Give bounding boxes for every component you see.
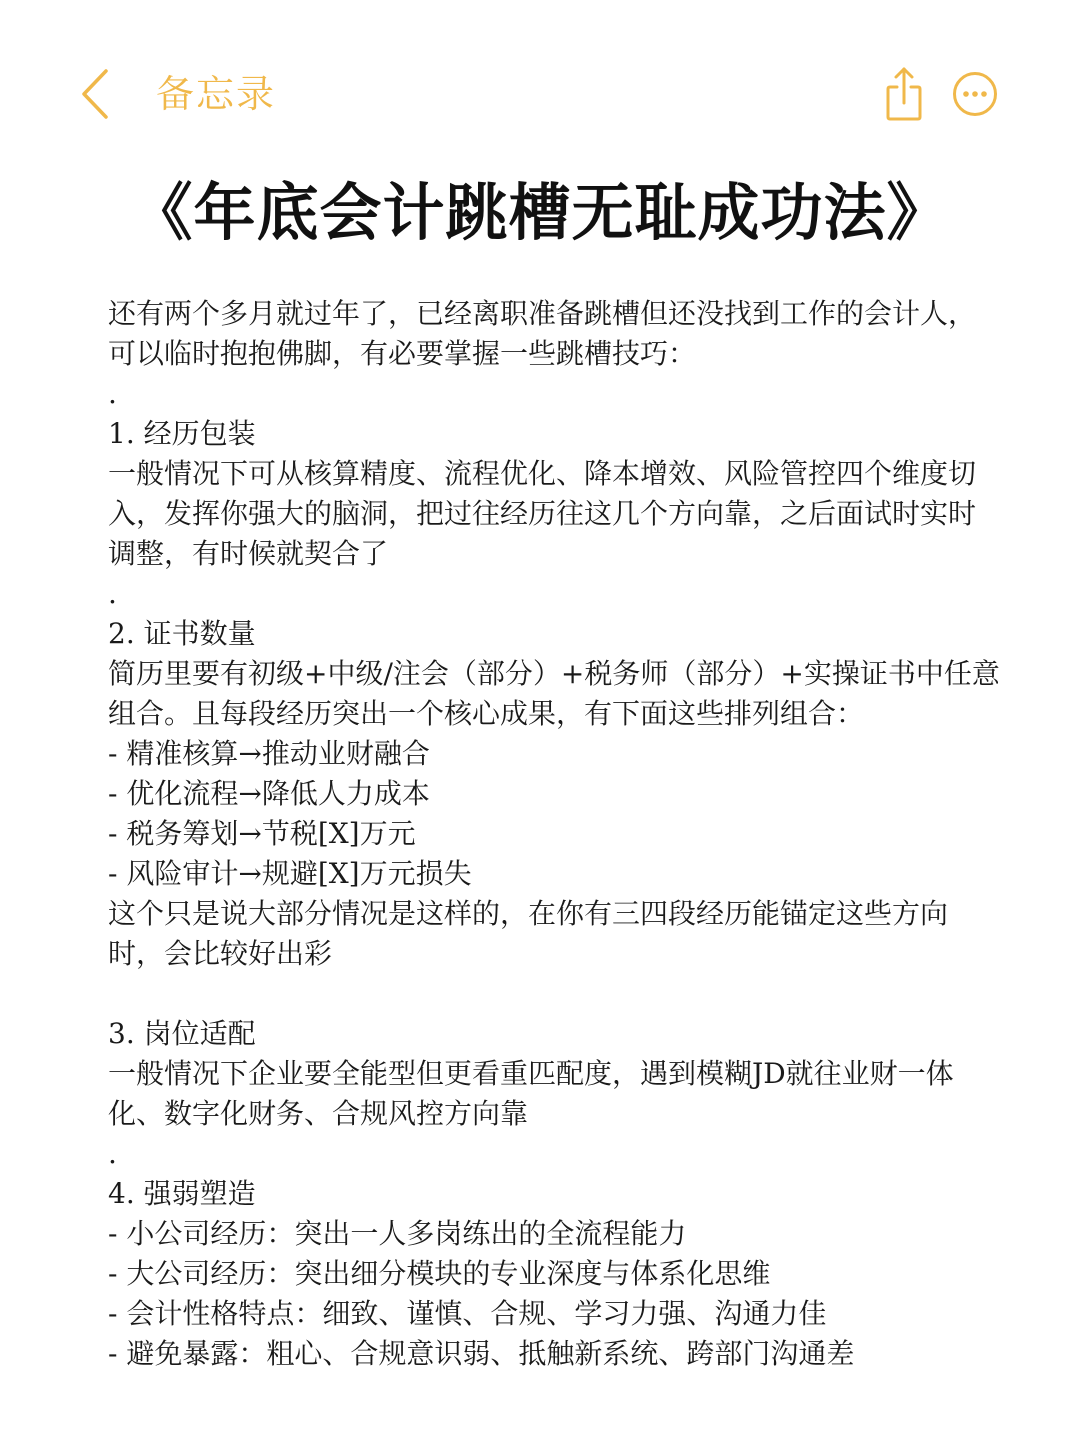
note-line: 化、数字化财务、合规风控方向靠: [108, 1097, 529, 1130]
note-line: - 优化流程→降低人力成本: [108, 777, 430, 810]
note-line: 这个只是说大部分情况是这样的，在你有三四段经历能锚定这些方向: [108, 897, 949, 930]
note-line: 时，会比较好出彩: [108, 937, 333, 970]
note-line: - 会计性格特点：细致、谨慎、合规、学习力强、沟通力佳: [108, 1297, 827, 1330]
note-line: - 避免暴露：粗心、合规意识弱、抵触新系统、跨部门沟通差: [108, 1337, 855, 1370]
note-line: - 风险审计→规避[X]万元损失: [108, 857, 472, 890]
note-title: 《年底会计跳槽无耻成功法》: [130, 176, 950, 249]
note-line: - 精准核算→推动业财融合: [108, 737, 430, 770]
note-line: .: [108, 377, 117, 410]
more-button[interactable]: [952, 71, 998, 117]
note-line: 2. 证书数量: [108, 617, 256, 650]
share-button[interactable]: [884, 66, 924, 122]
note-line: 一般情况下可从核算精度、流程优化、降本增效、风险管控四个维度切: [108, 457, 977, 490]
nav-bar: [0, 0, 1080, 190]
more-icon: [952, 71, 998, 117]
note-line: .: [108, 1137, 117, 1170]
note-line: 3. 岗位适配: [108, 1017, 256, 1050]
share-icon: [884, 66, 924, 122]
note-body[interactable]: [108, 294, 1028, 1374]
note-line: 入，发挥你强大的脑洞，把过往经历往这几个方向靠，之后面试时实时: [108, 497, 977, 530]
note-line: 调整，有时候就契合了: [108, 537, 389, 570]
nav-title: 备忘录: [156, 72, 277, 116]
note-line: 组合。且每段经历突出一个核心成果，有下面这些排列组合：: [108, 697, 865, 730]
note-line: [108, 974, 1028, 1014]
note-line: - 税务筹划→节税[X]万元: [108, 817, 416, 850]
note-line: - 小公司经历：突出一人多岗练出的全流程能力: [108, 1217, 687, 1250]
note-line: - 大公司经历：突出细分模块的专业深度与体系化思维: [108, 1257, 771, 1290]
note-line: 可以临时抱抱佛脚，有必要掌握一些跳槽技巧：: [108, 337, 697, 370]
note-line: 4. 强弱塑造: [108, 1177, 256, 1210]
note-line: 简历里要有初级+中级/注会（部分）+税务师（部分）+实操证书中任意: [108, 657, 1000, 690]
note-line: 一般情况下企业要全能型但更看重匹配度，遇到模糊JD就往业财一体: [108, 1057, 954, 1090]
note-line: .: [108, 577, 117, 610]
chevron-left-icon: [78, 66, 118, 122]
note-line: 1. 经历包装: [108, 417, 256, 450]
back-button[interactable]: [78, 66, 118, 122]
note-line: 还有两个多月就过年了，已经离职准备跳槽但还没找到工作的会计人，: [108, 297, 977, 330]
